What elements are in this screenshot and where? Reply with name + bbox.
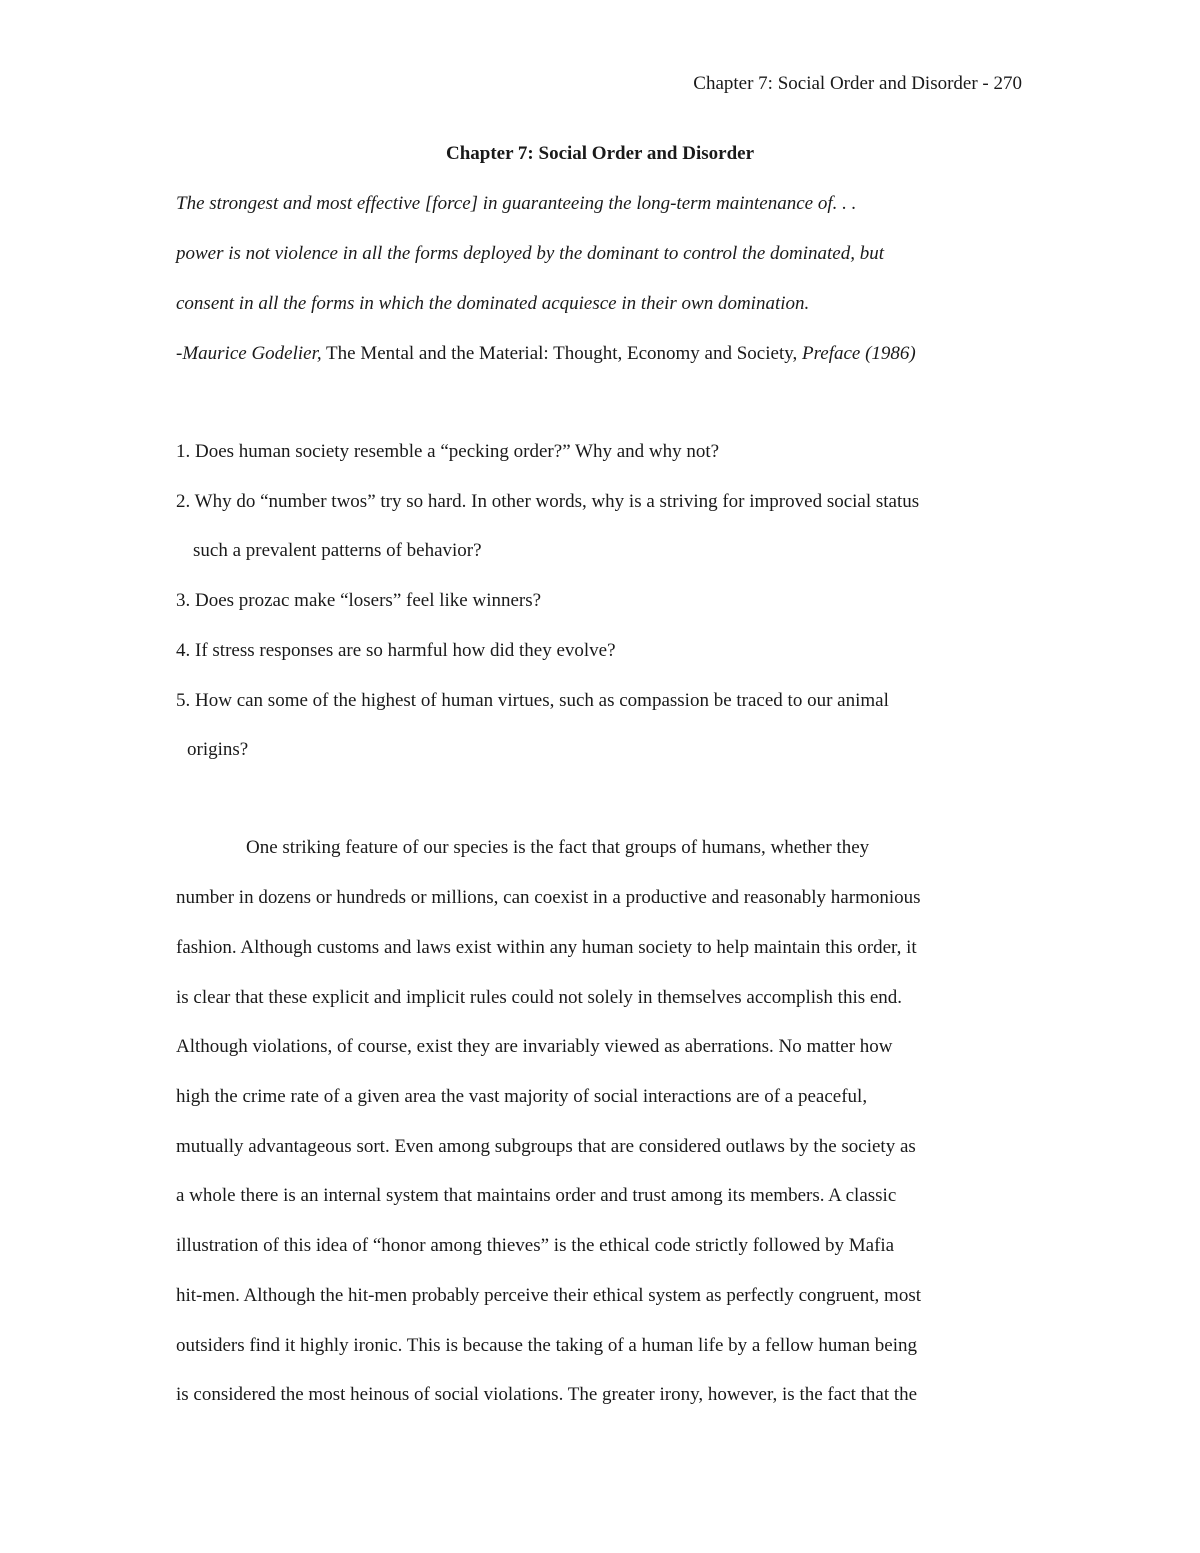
body-line: is clear that these explicit and implicit rules could not solely in themselves accomplish this end. bbox=[176, 987, 903, 1008]
attribution-work: The Mental and the Material: Thought, Economy and Society, bbox=[321, 343, 798, 364]
running-head: Chapter 7: Social Order and Disorder - 270 bbox=[693, 73, 1022, 94]
chapter-title: Chapter 7: Social Order and Disorder bbox=[445, 143, 755, 164]
question-item: 4. If stress responses are so harmful how did they evolve? bbox=[176, 640, 616, 661]
attribution-author: -Maurice Godelier, bbox=[176, 343, 322, 364]
attribution-note: Preface (1986) bbox=[797, 343, 916, 364]
question-continuation: origins? bbox=[187, 739, 249, 760]
body-line: a whole there is an internal system that maintains order and trust among its members. A classic bbox=[176, 1185, 897, 1206]
body-line: outsiders find it highly ironic. This is because the taking of a human life by a fellow human being bbox=[176, 1335, 918, 1356]
question-item: 1. Does human society resemble a “pecking order?” Why and why not? bbox=[176, 441, 720, 462]
body-line: high the crime rate of a given area the vast majority of social interactions are of a peaceful, bbox=[176, 1086, 868, 1107]
body-line: hit-men. Although the hit-men probably perceive their ethical system as perfectly congruent, most bbox=[176, 1285, 922, 1306]
epigraph-line: power is not violence in all the forms deployed by the dominant to control the dominated, but bbox=[176, 243, 884, 264]
body-line: mutually advantageous sort. Even among subgroups that are considered outlaws by the society as bbox=[176, 1136, 916, 1157]
question-item: 3. Does prozac make “losers” feel like winners? bbox=[176, 590, 542, 611]
epigraph-line: The strongest and most effective [force] in guaranteeing the long-term maintenance of. . . bbox=[176, 193, 857, 214]
question-item: 2. Why do “number twos” try so hard. In other words, why is a striving for improved social status bbox=[176, 491, 920, 512]
body-line: illustration of this idea of “honor among thieves” is the ethical code strictly followed by Mafia bbox=[176, 1235, 895, 1256]
epigraph-attribution bbox=[176, 343, 916, 365]
body-line: number in dozens or hundreds or millions, can coexist in a productive and reasonably harmonious bbox=[176, 887, 921, 908]
question-item: 5. How can some of the highest of human virtues, such as compassion be traced to our animal bbox=[176, 690, 889, 711]
body-line: One striking feature of our species is the fact that groups of humans, whether they bbox=[246, 837, 870, 858]
body-line: is considered the most heinous of social violations. The greater irony, however, is the fact that the bbox=[176, 1384, 918, 1405]
epigraph-line: consent in all the forms in which the dominated acquiesce in their own domination. bbox=[176, 293, 810, 314]
body-line: Although violations, of course, exist they are invariably viewed as aberrations. No matter how bbox=[176, 1036, 893, 1057]
question-continuation: such a prevalent patterns of behavior? bbox=[193, 540, 482, 561]
body-line: fashion. Although customs and laws exist within any human society to help maintain this order, it bbox=[176, 937, 917, 958]
